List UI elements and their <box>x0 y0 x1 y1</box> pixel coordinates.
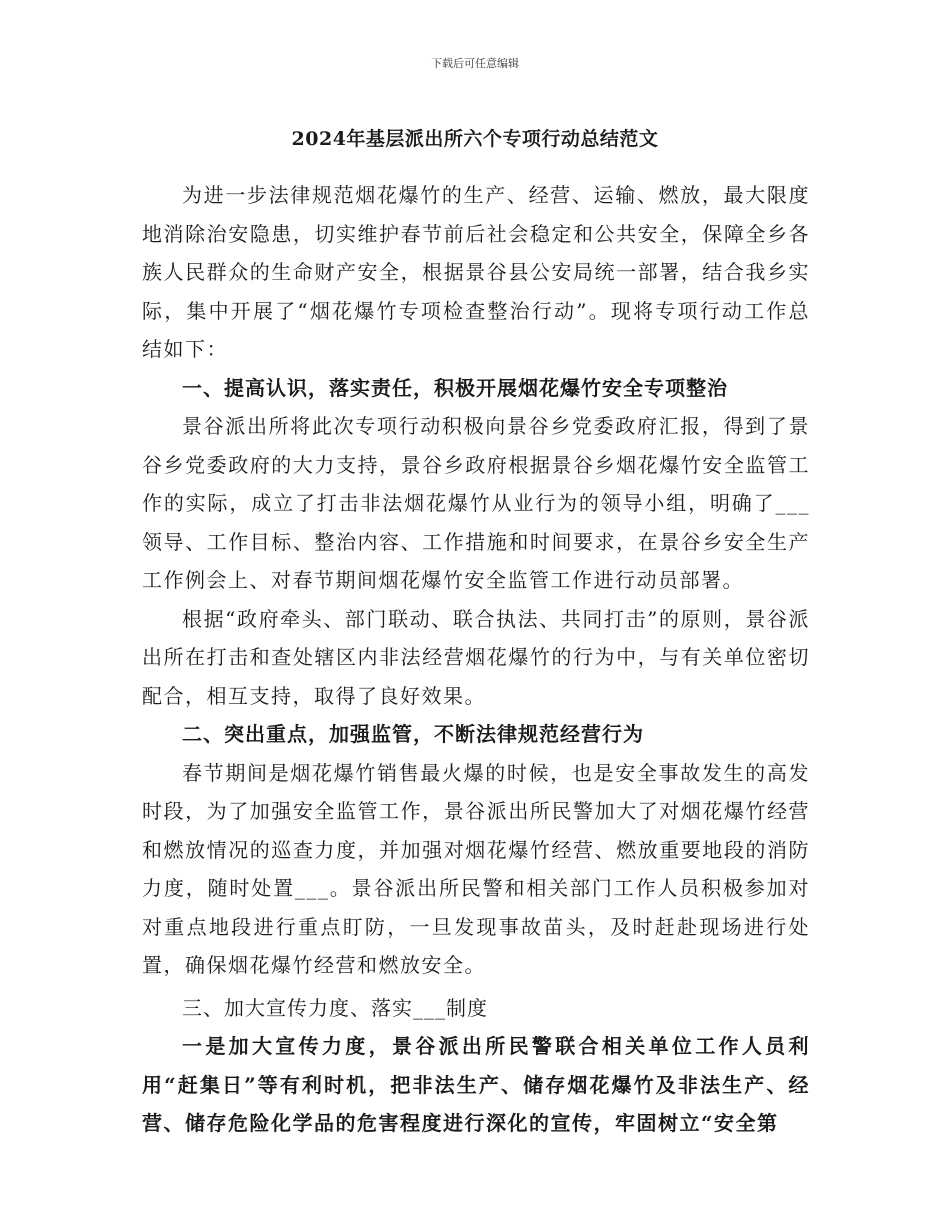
section1-heading: 一、提高认识，落实责任，积极开展烟花爆竹安全专项整治 <box>182 375 728 400</box>
section1-paragraph-2: 根据“政府牵头、部门联动、联合执法、共同打击”的原则，景谷派出所在打击和查处辖区内非法经营烟花爆竹的行为中，与有关单位密切配合，相互支持，取得了良好效果。 <box>142 606 810 708</box>
document-body <box>142 176 810 1143</box>
section1-paragraph-1: 景谷派出所将此次专项行动积极向景谷乡党委政府汇报，得到了景谷乡党委政府的大力支持，景谷乡政府根据景谷乡烟花爆竹安全监管工作的实际，成立了打击非法烟花爆竹从业行为的领导小组，明确了___领导、工作目标、整治内容、工作措施和时间要求，在景谷乡安全生产工作例会上、对春节期间烟花爆竹安全监管工作进行动员部署。 <box>142 414 810 592</box>
section3-paragraph-1: 一是加大宣传力度，景谷派出所民警联合相关单位工作人员利用“赶集日”等有利时机，把非法生产、储存烟花爆竹及非法生产、经营、储存危险化学品的危害程度进行深化的宣传，牢固树立“安全第 <box>142 1034 810 1135</box>
section3-heading: 三、加大宣传力度、落实___制度 <box>182 995 488 1020</box>
section2-heading: 二、突出重点，加强监管，不断法律规范经营行为 <box>182 722 644 746</box>
header-note: 下载后可任意编辑 <box>431 57 519 70</box>
section2-paragraph-1: 春节期间是烟花爆竹销售最火爆的时候，也是安全事故发生的高发时段，为了加强安全监管工作，景谷派出所民警加大了对烟花爆竹经营和燃放情况的巡查力度，并加强对烟花爆竹经营、燃放重要地段的消防力度，随时处置___。景谷派出所民警和相关部门工作人员积极参加对对重点地段进行重点盯防，一旦发现事故苗头，及时赶赴现场进行处置，确保烟花爆竹经营和燃放安全。 <box>142 760 810 977</box>
document-title: 2024年基层派出所六个专项行动总结范文 <box>291 128 659 150</box>
intro-paragraph: 为进一步法律规范烟花爆竹的生产、经营、运输、燃放，最大限度地消除治安隐患，切实维护春节前后社会稳定和公共安全，保障全乡各族人民群众的生命财产安全，根据景谷县公安局统一部署，结合我乡实际，集中开展了“烟花爆竹专项检查整治行动”。现将专项行动工作总结如下： <box>142 183 810 361</box>
